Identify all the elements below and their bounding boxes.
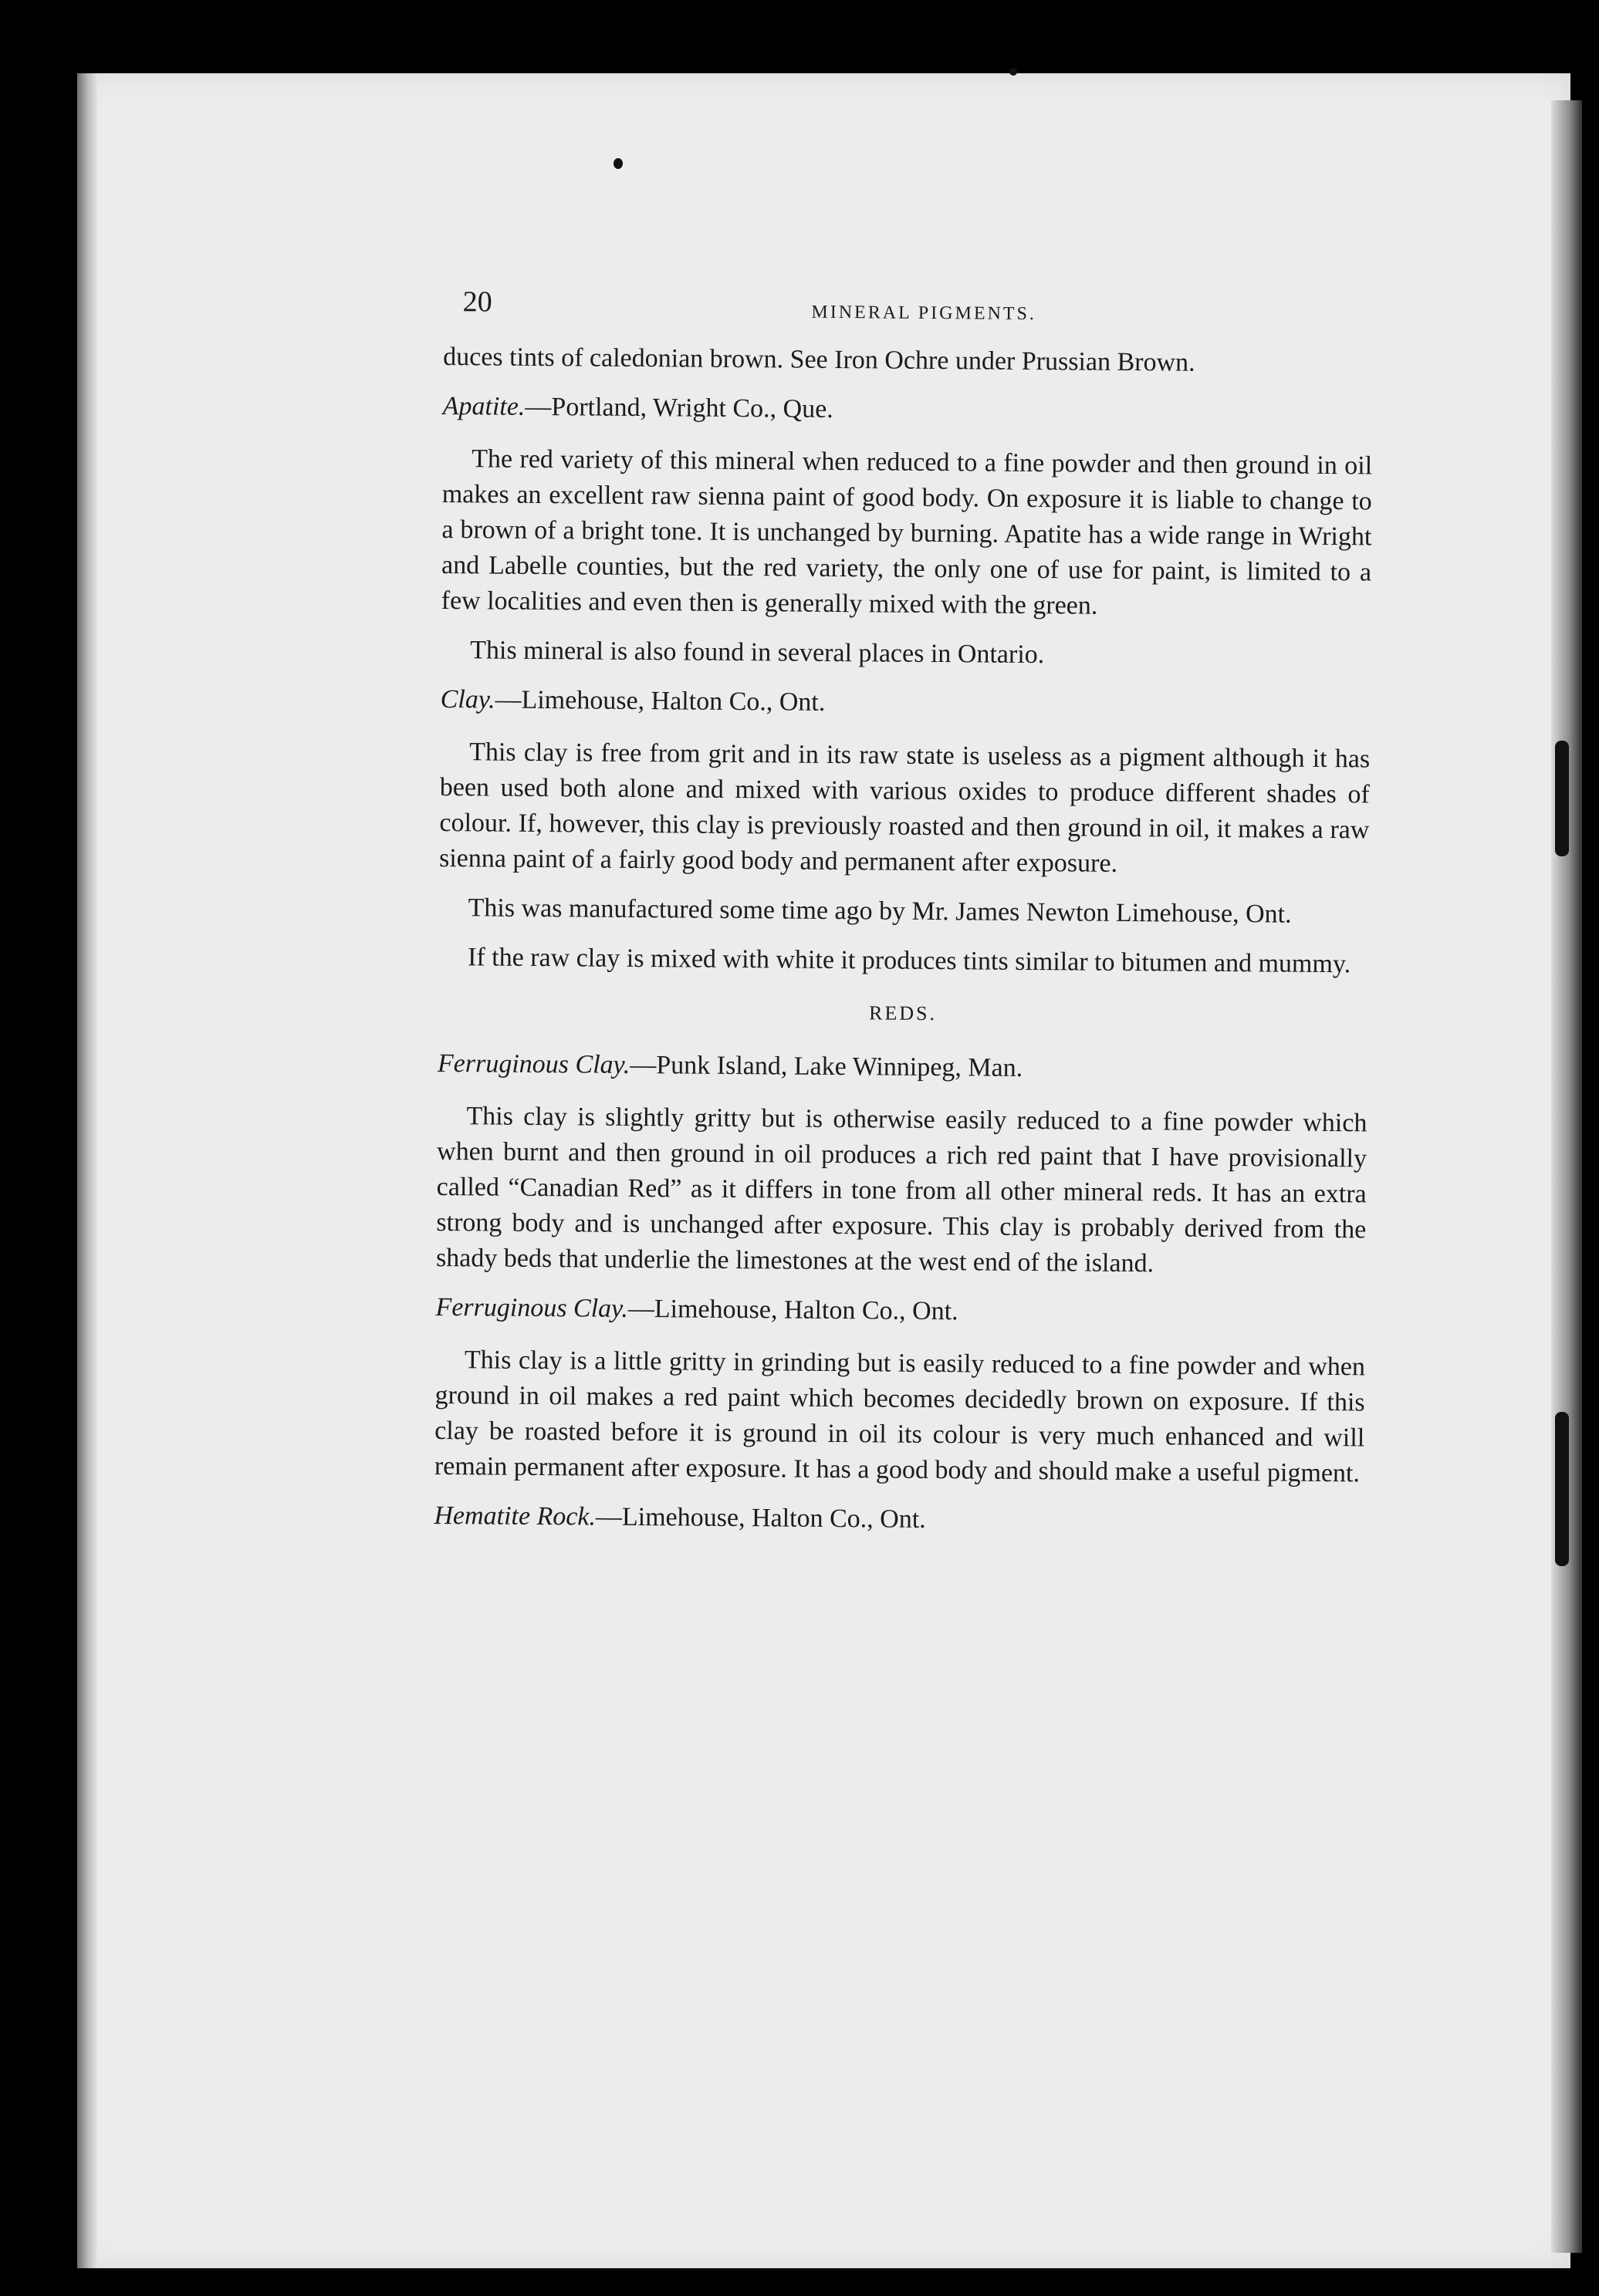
- entry-heading: [441, 682, 1371, 724]
- paragraph: This clay is slightly gritty but is otherwise easily reduced to a fine powder which when burnt and then ground in oil produces a rich red paint that I have provisionally called “Canadian Red” as it differs in tone from all other mineral reds. It has an extra strong body and is unchanged after exposure. This clay is probably derived from the shady beds that underlie the limestones at the west end of the island.: [435, 1102, 1367, 1278]
- entry-name: Clay.: [440, 684, 495, 714]
- page-number: 20: [462, 285, 492, 319]
- entry-heading: [435, 1290, 1365, 1332]
- entry-name: Apatite.: [442, 391, 526, 421]
- paragraph: duces tints of caledonian brown. See Iron Ochre under Prussian Brown.: [443, 342, 1195, 377]
- page-content: [434, 278, 1374, 1558]
- paragraph: This mineral is also found in several places in Ontario.: [470, 636, 1045, 670]
- entry-location: —Limehouse, Halton Co., Ont.: [495, 685, 826, 717]
- speck-top: [1009, 68, 1017, 76]
- entry-name: Ferruginous Clay.: [437, 1048, 630, 1079]
- paragraph: If the raw clay is mixed with white it produces tints similar to bitumen and mummy.: [467, 943, 1351, 979]
- section-heading: REDS.: [868, 1001, 938, 1025]
- binding-mark-upper: [1555, 741, 1569, 856]
- entry-name: Ferruginous Clay.: [435, 1292, 629, 1323]
- entry-location: —Limehouse, Halton Co., Ont.: [627, 1294, 958, 1326]
- page-left-edge: [77, 73, 97, 2268]
- running-head: MINERAL PIGMENTS.: [811, 302, 1036, 325]
- entry-heading: [434, 1498, 1364, 1541]
- entry-heading: [443, 389, 1373, 431]
- paragraph: The red variety of this mineral when reduced to a fine powder and then ground in oil makes an excellent raw sienna paint of good body. On exposure it is liable to change to a brown of a bright tone. It is unchanged by burning. Apatite has a wide range in Wright and Labelle counties, but the red variety, the only one of use for paint, is limited to a few localities and even then is generally mixed with the green.: [441, 444, 1373, 620]
- entry-location: —Punk Island, Lake Winnipeg, Man.: [630, 1050, 1023, 1082]
- page-header: [443, 278, 1374, 346]
- entry-location: —Portland, Wright Co., Que.: [525, 392, 833, 424]
- speck-page: [614, 158, 623, 169]
- paragraph: This clay is free from grit and in its raw state is useless as a pigment although it has been used both alone and mixed with various oxides to produce different shades of colour. If, however, this clay is previously roasted and then ground in oil, it makes a raw sienna paint of a fairly good body and permanent after exposure.: [438, 738, 1371, 878]
- paragraph: This was manufactured some time ago by Mr. James Newton Limehouse, Ont.: [468, 893, 1292, 929]
- paragraph: This clay is a little gritty in grinding but is easily reduced to a fine powder and when ground in oil makes a red paint which becomes decidedly brown on exposure. If this clay be roasted before it is ground in oil its colour is very much enhanced and will remain permanent after exposure. It has a good body and should make a useful pigment.: [434, 1346, 1366, 1488]
- page-right-edge: [1551, 100, 1582, 2253]
- binding-mark-lower: [1555, 1412, 1569, 1566]
- entry-heading: [438, 1046, 1367, 1089]
- entry-location: —Limehouse, Halton Co., Ont.: [595, 1502, 926, 1534]
- entry-name: Hematite Rock.: [434, 1501, 597, 1531]
